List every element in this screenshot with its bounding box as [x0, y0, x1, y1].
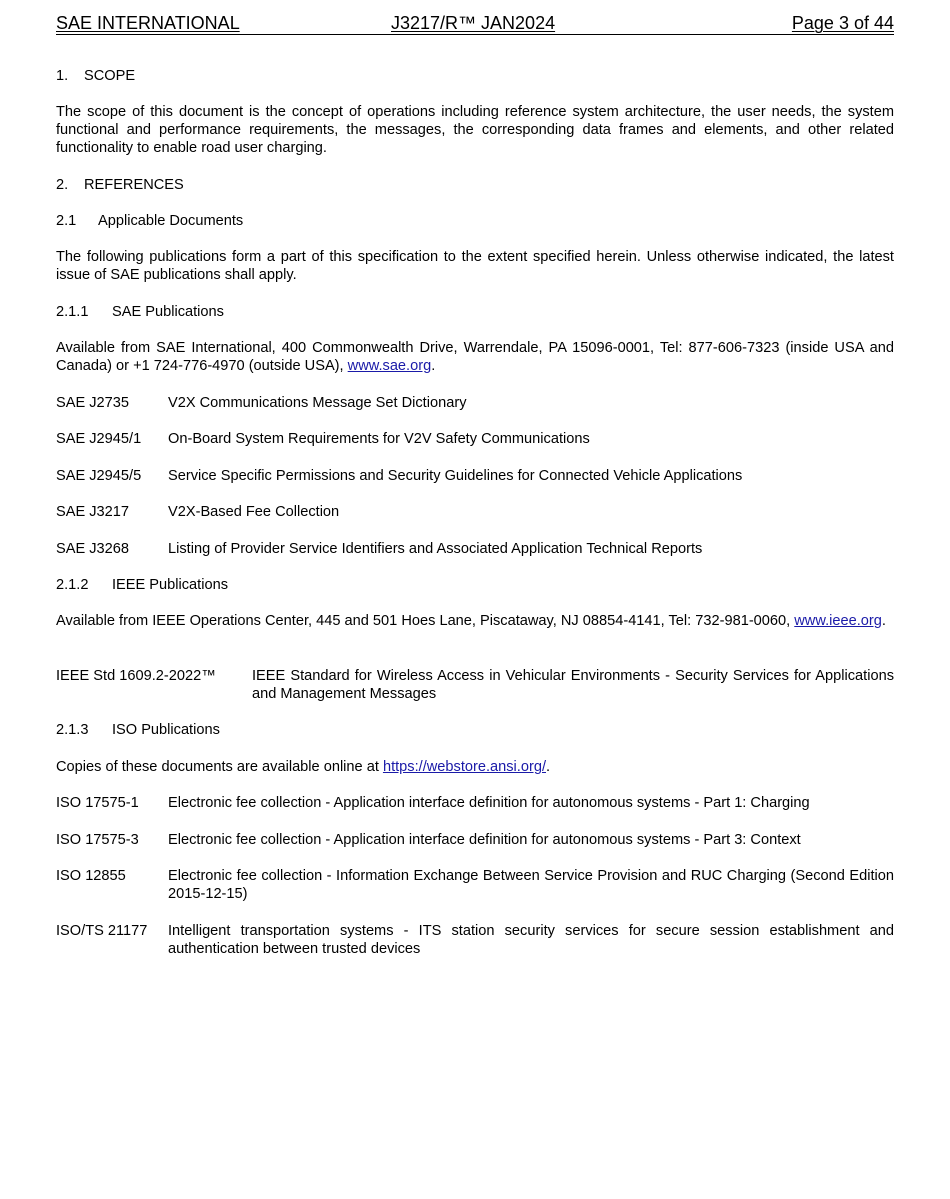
- section-2-1-1-heading: 2.1.1 SAE Publications: [56, 304, 224, 320]
- section-1-text: The scope of this document is the concept of operations including reference system architecture, the user needs, the system functional and performance requirements, the messages, the corresponding data frames and elements, and other related functionality to enable road user charging.: [56, 104, 894, 156]
- sae-website-link[interactable]: www.sae.org: [347, 358, 432, 374]
- ieee-website-link[interactable]: www.ieee.org: [794, 613, 882, 629]
- header-org: SAE INTERNATIONAL: [56, 13, 240, 33]
- sae-availability-text: Available from SAE International, 400 Commonwealth Drive, Warrendale, PA 15096-0001, Tel: 877-606-7323 (inside USA and Canada) or +1 724-776-4970 (outside USA), www.sae.org.: [56, 340, 894, 374]
- section-1-heading: 1. SCOPE: [56, 68, 136, 84]
- section-2-1-heading: 2.1 Applicable Documents: [56, 213, 244, 229]
- header-page-number: Page 3 of 44: [791, 13, 894, 33]
- page-header: [56, 12, 894, 35]
- reference-iso-12855: ISO 12855 Electronic fee collection - Information Exchange Between Service Provision and RUC Charging (Second Edition 2015-12-15): [56, 868, 894, 902]
- header-doc-id: J3217/R™ JAN2024: [391, 13, 556, 33]
- section-2-heading: 2. REFERENCES: [56, 177, 184, 193]
- reference-iso-ts-21177: ISO/TS 21177 Intelligent transportation systems - ITS station security services for secure session establishment and authentication between trusted devices: [56, 923, 894, 957]
- section-2-1-2-heading: 2.1.2 IEEE Publications: [56, 577, 229, 593]
- section-2-1-text: The following publications form a part of this specification to the extent specified herein. Unless otherwise indicated, the latest issue of SAE publications shall apply.: [56, 249, 894, 283]
- section-2-1-3-heading: 2.1.3 ISO Publications: [56, 722, 220, 738]
- iso-availability-text: Copies of these documents are available online at https://webstore.ansi.org/.: [56, 759, 551, 775]
- ansi-webstore-link[interactable]: https://webstore.ansi.org/: [382, 759, 546, 775]
- document-page: SAE INTERNATIONAL J3217/R™ JAN2024 Page 3 of 44 1. SCOPE The scope of this document is the concept of operations including reference system architecture, the user needs, the system functional and performance requirements, the messages, the corresponding data frames and elements, and other related functionality to enable road user charging. 2. REFERENCES 2.1 Applicable Documents The following publications form a part of this specification to the extent specified herein. Unless otherwise indicated, the latest issue of SAE publications shall apply. 2.1.1 SAE Publications Available from SAE International, 400 Commonwealth Drive, Warrendale, PA 15096-0001, Tel: 877-606-7323 (inside USA and Canada) or +1 724-776-4970 (outside USA), www.sae.org. SAE J2735 V2X Communications Message Set Dictionary SAE J2945/1 On-Board System Requirements for V2V Safety Communications SAE J2945/5 Service Specific Permissions and Security Guidelines for Connected Vehicle Applications SAE J3217 V2X-Based Fee Collection SAE J3268 Listing of Provider Service Identifiers and Associated Application Technical Reports 2.1.2 IEEE Publications Available from IEEE Operations Center, 445 and 501 Hoes Lane, Piscataway, NJ 08854-4141, Tel: 732-981-0060, www.ieee.org. IEEE Std 1609.2-2022™ IEEE Standard for Wireless Access in Vehicular Environments - Security Services for Applications and Management Messages 2.1.3 ISO Publications Copies of these documents are available online at https://webstore.ansi.org/. ISO 17575-1 Electronic fee collection - Application interface definition for autonomous systems - Part 1: Charging ISO 17575-3 Electronic fee collection - Application interface definition for autonomous systems - Part 3: Context ISO 12855 Electronic fee collection - Information Exchange Between Service Provision and RUC Charging (Second Edition 2015-12-15) ISO/TS 21177 Intelligent transportation systems - ITS station security services for secure session establishment and authentication between trusted devices: [56, 13, 894, 957]
- ieee-availability-text: Available from IEEE Operations Center, 445 and 501 Hoes Lane, Piscataway, NJ 08854-4141, Tel: 732-981-0060, www.ieee.org.: [56, 613, 886, 629]
- reference-ieee-1609-2: IEEE Std 1609.2-2022™ IEEE Standard for Wireless Access in Vehicular Environments - Security Services for Applications and Management Messages: [56, 668, 894, 702]
